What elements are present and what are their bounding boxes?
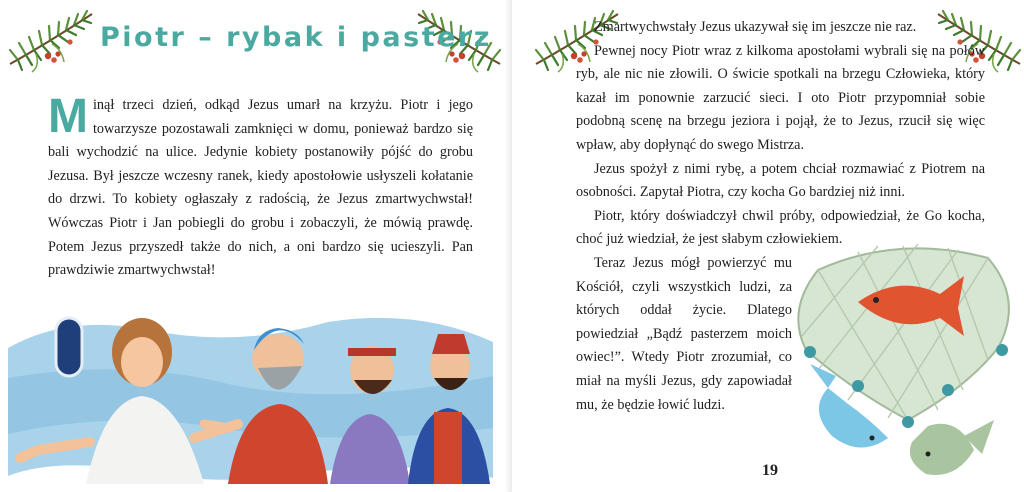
paragraph-1: Zmartwychwstały Jezus ukazywał się im jeszcze nie raz. xyxy=(594,19,917,35)
paragraph-3: Jezus spożył z nimi rybę, a potem chciał rozmawiać z Piotrem na osobności. Zapytał Piotra, czy kocha Go bardziej niż inni. xyxy=(576,160,985,201)
paragraph-4: Piotr, który doświadczył chwil próby, odpowiedział, że Go kocha, choć już wiedział, że jest słabym człowiekiem. xyxy=(576,207,985,248)
chapter-title: Piotr – rybak i pasterz xyxy=(100,22,492,53)
paragraph-5: Teraz Jezus mógł powierzyć mu Kościół, czyli wszystkich ludzi, za których oddał życie. Dlatego powiedział „Bądź pasterzem moich owiec!”. Wtedy Piotr zrozumiał, co miał na myśli Jezus, gdy zapowiadał mu, że będzie łowić ludzi. xyxy=(576,254,792,413)
right-page xyxy=(512,0,1024,492)
green-fish-icon xyxy=(910,420,994,475)
drop-cap: M xyxy=(48,90,88,143)
fishing-net-illustration xyxy=(788,240,1018,490)
page-number: 19 xyxy=(762,462,778,479)
story-paragraph: inął trzeci dzień, odkąd Jezus umarł na krzyżu. Piotr i jego towarzysze pozostawali zamknięci w domu, ponieważ bardzo się bali wychodzić na ulice. Jedynie kobiety postanowiły pójść do grobu Jezusa. Był jeszcze wczesny ranek, kiedy apostołowie usłyszeli kołatanie do drzwi. To kobiety ogłaszały z radością, że Jezus zmartwychwstał! Wówczas Piotr i Jan pobiegli do grobu i zobaczyli, że mówią prawdę. Potem Jezus przyszedł także do nich, a oni bardzo się ucieszyli. Pan prawdziwie zmartwychwstał! xyxy=(48,97,473,279)
left-corner-branch-icon xyxy=(6,4,96,74)
paragraph-2: Pewnej nocy Piotr wraz z kilkoma apostołami wybrali się na połów ryb, ale nic nie złowili. O świcie spotkali na brzegu Człowieka, który kazał im ponownie zarzucić sieci. I oto Piotr przypomniał sobie podobną scenę na brzegu jeziora i pojął, że to Jezus, rzucił się więc wpław, aby dopłynąć do swego Mistrza. xyxy=(576,42,985,153)
apostles-illustration xyxy=(8,308,498,488)
story-text-block xyxy=(48,90,473,283)
